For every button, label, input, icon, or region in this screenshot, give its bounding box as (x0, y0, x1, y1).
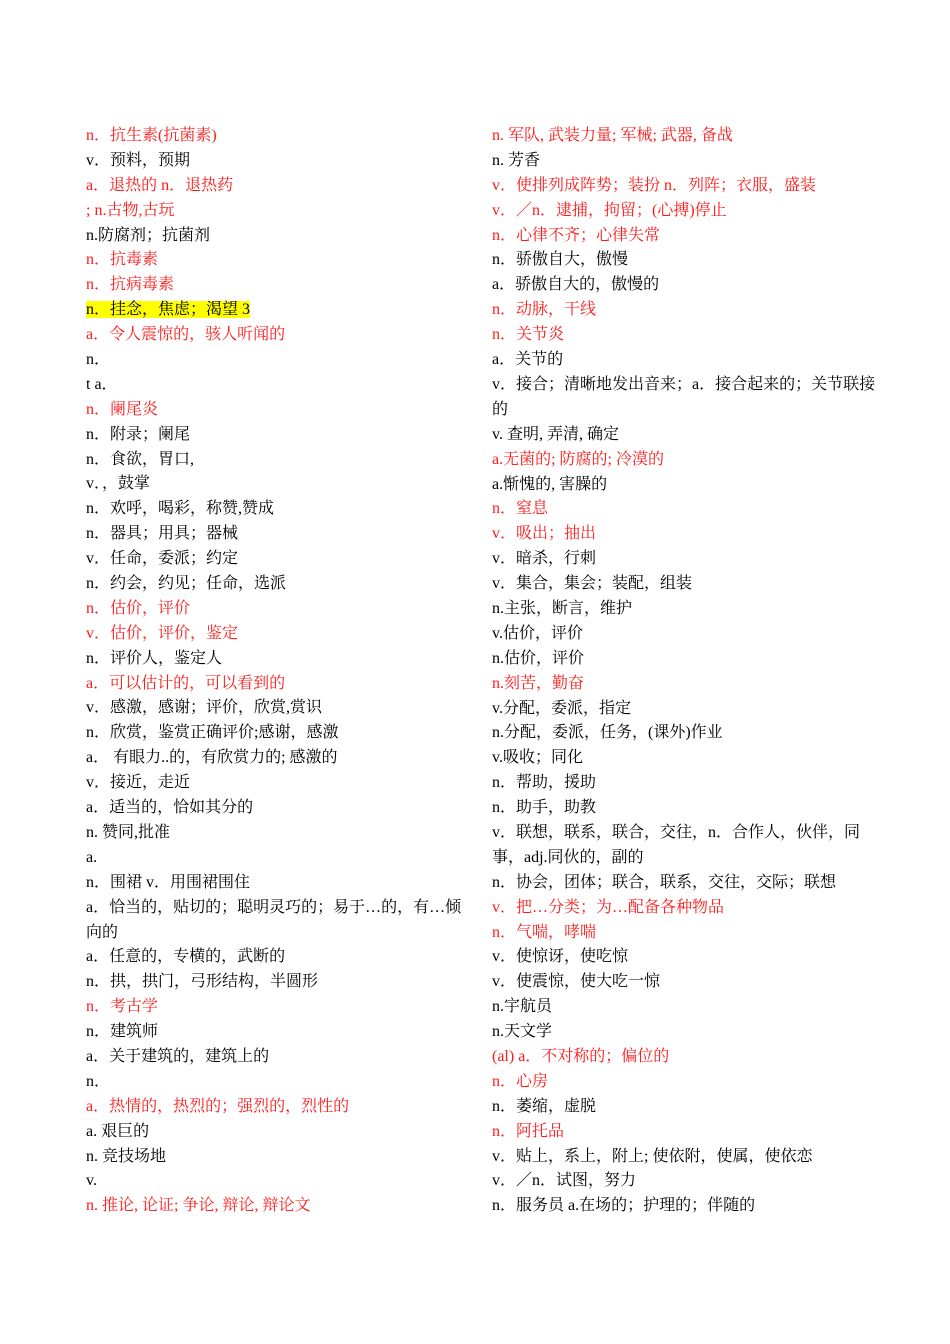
entry-text: n．估价，评价 (86, 599, 191, 617)
entry-line (492, 298, 882, 323)
entry-line (492, 224, 882, 249)
entry-line (86, 796, 466, 821)
entry-line (492, 945, 882, 970)
entry-line (86, 423, 466, 448)
entry-line (86, 871, 466, 896)
entry-text: a．令人震惊的，骇人听闻的 (86, 326, 286, 344)
entry-text: v.吸收；同化 (492, 749, 583, 767)
entry-line (86, 1169, 466, 1194)
entry-line (492, 921, 882, 946)
entry-text: a.无菌的; 防腐的; 冷漠的 (492, 450, 664, 468)
entry-text: (al) a．不对称的；偏位的 (492, 1048, 670, 1066)
entry-line (86, 821, 466, 846)
entry-line (492, 622, 882, 647)
entry-line (86, 1145, 466, 1170)
entry-line (492, 1194, 882, 1219)
entry-text: v．使震惊，使大吃一惊 (492, 973, 661, 991)
entry-line (86, 721, 466, 746)
entry-text: v．贴上，系上，附上; 使依附，使属，使依恋 (492, 1147, 813, 1165)
entry-text: n． (86, 351, 111, 369)
entry-text: a．任意的，专横的，武断的 (86, 948, 286, 966)
entry-line (86, 672, 466, 697)
entry-line (492, 721, 882, 746)
entry-text: v．使排列成阵势；装扮 n．列阵；衣服，盛装 (492, 176, 817, 194)
entry-text: n. 推论, 论证; 争论, 辩论, 辩论文 (86, 1197, 311, 1215)
entry-line (86, 248, 466, 273)
entry-text: n．欣赏，鉴赏正确评价;感谢，感激 (86, 724, 339, 742)
entry-text: n．欢呼，喝彩，称赞,赞成 (86, 500, 275, 518)
entry-text: v．，鼓掌 (86, 475, 151, 493)
entry-line (86, 995, 466, 1020)
entry-text: n．抗病毒素 (86, 276, 175, 294)
entry-line (492, 497, 882, 522)
entry-text: a.惭愧的, 害臊的 (492, 475, 608, 493)
entry-line (492, 896, 882, 921)
entry-line (86, 348, 466, 373)
entry-line (492, 248, 882, 273)
entry-text: v．预料，预期 (86, 151, 191, 169)
entry-text: n. 竞技场地 (86, 1147, 167, 1165)
entry-line (86, 124, 466, 149)
entry-text: t a． (86, 375, 118, 393)
entry-line (86, 1045, 466, 1070)
left-column (86, 124, 466, 1219)
entry-text: n．服务员 a.在场的；护理的；伴随的 (492, 1197, 756, 1215)
entry-line (492, 672, 882, 697)
entry-text: a．可以估计的，可以看到的 (86, 674, 286, 692)
entry-text: ; n.古物,古玩 (86, 201, 175, 219)
entry-line (86, 497, 466, 522)
entry-text: a．骄傲自大的，傲慢的 (492, 276, 660, 294)
entry-line (492, 149, 882, 174)
entry-line (86, 945, 466, 970)
entry-line (492, 323, 882, 348)
entry-text: n．窒息 (492, 500, 549, 518)
entry-line (492, 746, 882, 771)
entry-text: n．拱，拱门，弓形结构，半圆形 (86, 973, 319, 991)
entry-line (492, 1169, 882, 1194)
entry-text: n.宇航员 (492, 998, 553, 1016)
entry-text: v．把…分类；为…配备各种物品 (492, 898, 725, 916)
entry-text: v．暗杀，行刺 (492, 550, 597, 568)
entry-line (492, 547, 882, 572)
entry-text: v．集合，集会；装配，组装 (492, 575, 693, 593)
entry-line (86, 572, 466, 597)
entry-line (492, 572, 882, 597)
entry-line (492, 373, 882, 423)
entry-line (86, 472, 466, 497)
entry-text: a． 有眼力..的，有欣赏力的; 感激的 (86, 749, 338, 767)
entry-line (86, 1194, 466, 1219)
entry-line (492, 995, 882, 1020)
entry-line (86, 273, 466, 298)
entry-text: v．／n．试图，努力 (492, 1172, 637, 1190)
entry-text: v. (86, 1172, 97, 1190)
entry-line (86, 970, 466, 995)
entry-line (492, 1120, 882, 1145)
entry-line (86, 1070, 466, 1095)
entry-text: n．附录；阑尾 (86, 425, 191, 443)
entry-text: n．萎缩，虚脱 (492, 1097, 597, 1115)
entry-line (86, 647, 466, 672)
entry-text: n．心律不齐；心律失常 (492, 226, 661, 244)
entry-text: v．使惊讶，使吃惊 (492, 948, 629, 966)
entry-text: n.刻苦，勤奋 (492, 674, 585, 692)
entry-line (492, 174, 882, 199)
entry-line (86, 298, 466, 323)
entry-text: v．感激，感谢；评价，欣赏,赏识 (86, 699, 323, 717)
entry-text: a. 艰巨的 (86, 1122, 150, 1140)
entry-text: v．任命，委派；约定 (86, 550, 239, 568)
entry-text: n．食欲，胃口, (86, 450, 195, 468)
entry-line (492, 473, 882, 498)
entry-text: n．评价人，鉴定人 (86, 649, 223, 667)
entry-line (492, 697, 882, 722)
entry-text: n． (86, 1072, 111, 1090)
entry-line (492, 796, 882, 821)
entry-line (492, 871, 882, 896)
entry-line (492, 522, 882, 547)
entry-line (86, 448, 466, 473)
entry-text: a．关于建筑的，建筑上的 (86, 1047, 270, 1065)
entry-text: n．气喘，哮喘 (492, 923, 597, 941)
entry-line (492, 821, 882, 871)
entry-text: v. 查明, 弄清, 确定 (492, 425, 619, 443)
entry-text: n.分配，委派，任务，(课外)作业 (492, 724, 723, 742)
entry-line (86, 771, 466, 796)
entry-text: v．估价，评价，鉴定 (86, 624, 239, 642)
entry-line (86, 174, 466, 199)
entry-line (492, 1020, 882, 1045)
entry-text: n．骄傲自大，傲慢 (492, 251, 629, 269)
entry-text: n. 芳香 (492, 151, 541, 169)
entry-line (86, 1095, 466, 1120)
entry-line (492, 647, 882, 672)
entry-line (86, 622, 466, 647)
entry-text: a. (86, 848, 98, 866)
entry-text: n.天文学 (492, 1023, 553, 1041)
entry-line (492, 348, 882, 373)
entry-line (86, 373, 466, 398)
entry-line (492, 771, 882, 796)
entry-text: v．接近，走近 (86, 774, 191, 792)
entry-text: n．关节炎 (492, 326, 565, 344)
entry-line (86, 547, 466, 572)
entry-line (86, 149, 466, 174)
entry-text: n．建筑师 (86, 1023, 159, 1041)
entry-line (492, 199, 882, 224)
entry-text: n．挂念，焦虑；渴望 3 (86, 301, 251, 319)
entry-line (86, 696, 466, 721)
entry-line (86, 224, 466, 249)
entry-line (492, 448, 882, 473)
right-column (492, 124, 882, 1219)
entry-text: n．阑尾炎 (86, 400, 159, 418)
entry-line (86, 522, 466, 547)
entry-text: n. 赞同,批准 (86, 823, 171, 841)
entry-text: v．接合；清晰地发出音来；a．接合起来的；关节联接的 (492, 375, 876, 418)
entry-line (86, 597, 466, 622)
entry-line (492, 124, 882, 149)
entry-text: a．退热的 n．退热药 (86, 176, 234, 194)
entry-line (86, 846, 466, 871)
entry-line (492, 1145, 882, 1170)
entry-line (86, 746, 466, 771)
entry-text: n．助手，助教 (492, 799, 597, 817)
entry-text: n．心房 (492, 1072, 549, 1090)
entry-line (492, 1045, 882, 1070)
entry-text: v．／n．逮捕，拘留；(心搏)停止 (492, 201, 727, 219)
entry-text: n．协会，团体；联合，联系，交往，交际；联想 (492, 873, 837, 891)
entry-text: n．阿托品 (492, 1122, 565, 1140)
entry-text: n．帮助，援助 (492, 774, 597, 792)
entry-text: n．动脉，干线 (492, 301, 597, 319)
entry-line (86, 1120, 466, 1145)
entry-text: n.主张，断言，维护 (492, 599, 633, 617)
entry-text: v.估价，评价 (492, 624, 583, 642)
entry-text: v．吸出；抽出 (492, 525, 597, 543)
entry-text: n．围裙 v．用围裙围住 (86, 873, 251, 891)
entry-text: n．器具；用具；器械 (86, 525, 239, 543)
entry-line (492, 597, 882, 622)
entry-text: v．联想，联系，联合，交往，n．合作人，伙伴，同事，adj.同伙的，副的 (492, 823, 861, 866)
entry-line (492, 273, 882, 298)
entry-text: n．约会，约见；任命，选派 (86, 575, 287, 593)
entry-line (492, 423, 882, 448)
entry-text: a．恰当的，贴切的；聪明灵巧的；易于…的，有…倾向的 (86, 898, 462, 941)
entry-text: n.防腐剂；抗菌剂 (86, 226, 211, 244)
entry-text: a．关节的 (492, 351, 564, 369)
entry-text: n．抗生素(抗菌素) (86, 127, 217, 144)
entry-line (492, 1095, 882, 1120)
entry-line (86, 323, 466, 348)
entry-line (86, 199, 466, 224)
entry-line (86, 398, 466, 423)
entry-line (86, 1020, 466, 1045)
entry-text: a．适当的，恰如其分的 (86, 799, 254, 817)
entry-text: n．考古学 (86, 998, 159, 1016)
entry-line (492, 970, 882, 995)
entry-text: n.估价，评价 (492, 649, 585, 667)
entry-text: v.分配，委派，指定 (492, 699, 631, 717)
entry-line (86, 896, 466, 946)
entry-text: n. 军队, 武装力量; 军械; 武器, 备战 (492, 127, 733, 144)
entry-text: n．抗毒素 (86, 251, 159, 269)
entry-text: a．热情的，热烈的；强烈的，烈性的 (86, 1097, 350, 1115)
entry-line (492, 1070, 882, 1095)
